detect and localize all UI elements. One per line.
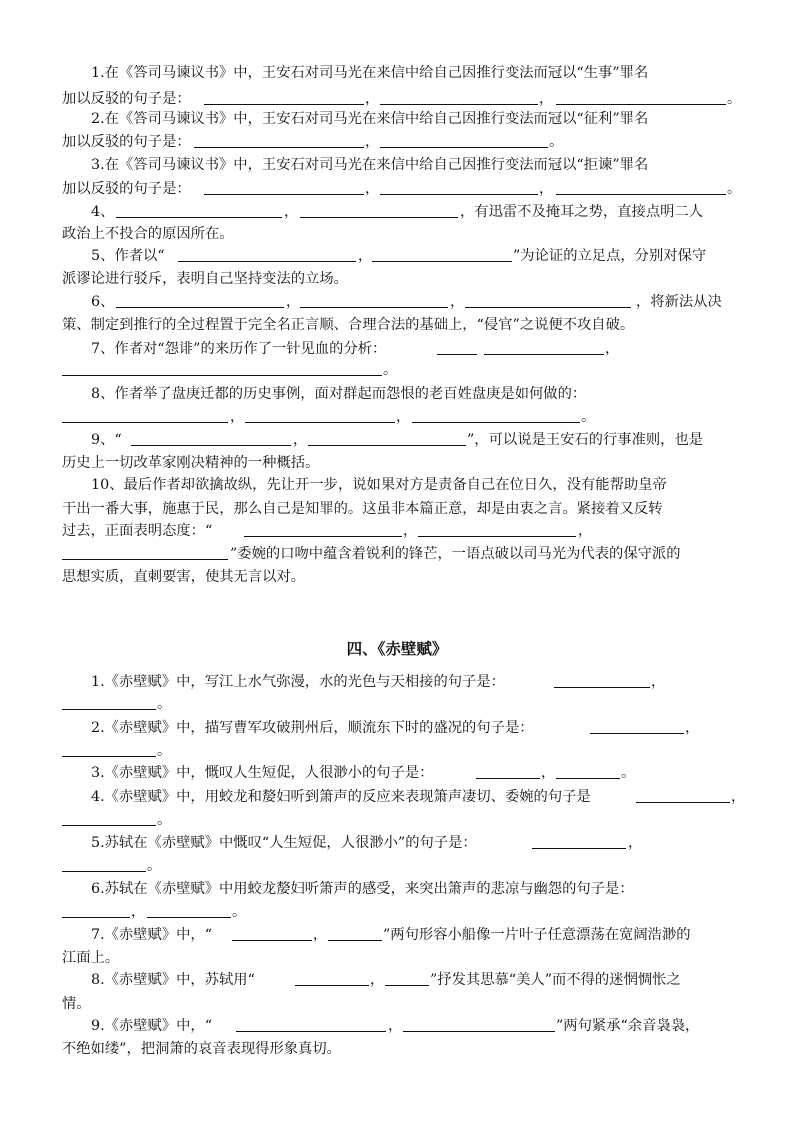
question-text: ”委婉的口吻中蕴含着锐利的锋芒，一语点破以司马光为代表的保守派的 bbox=[230, 546, 681, 562]
answer-blank[interactable] bbox=[204, 194, 364, 195]
answer-blank[interactable] bbox=[556, 194, 726, 195]
separator: ， bbox=[731, 789, 746, 805]
separator: ， bbox=[365, 181, 380, 197]
question-text: 5、作者以“ bbox=[91, 248, 165, 264]
question-text: ”两句紧承“余音袅袅， bbox=[556, 1018, 700, 1034]
answer-blank[interactable] bbox=[62, 871, 146, 872]
question-text: 9.《赤壁赋》中，“ bbox=[91, 1018, 213, 1034]
separator: ， bbox=[286, 294, 301, 310]
answer-blank[interactable] bbox=[116, 307, 284, 308]
answer-blank[interactable] bbox=[62, 756, 156, 757]
answer-blank[interactable] bbox=[484, 354, 604, 355]
separator: 。 bbox=[621, 765, 636, 781]
separator: ， bbox=[605, 341, 620, 357]
answer-blank[interactable] bbox=[116, 217, 282, 218]
separator: ， bbox=[539, 91, 554, 107]
separator: ， bbox=[358, 248, 373, 264]
question-text: ”，可以说是王安石的行事准则，也是 bbox=[467, 432, 704, 448]
separator: 。 bbox=[232, 904, 247, 920]
separator: ， bbox=[293, 432, 308, 448]
separator: ， bbox=[230, 409, 245, 425]
answer-blank[interactable] bbox=[554, 687, 650, 688]
question-text: 5.苏轼在《赤壁赋》中慨叹“人生短促，人很渺小”的句子是： bbox=[91, 835, 477, 851]
question-text: 9、“ bbox=[91, 432, 122, 448]
separator: ， bbox=[450, 294, 465, 310]
question-text: 政治上不投合的原因所在。 bbox=[62, 226, 234, 242]
answer-blank[interactable] bbox=[532, 848, 626, 849]
answer-blank[interactable] bbox=[437, 354, 477, 355]
section-title: 四、《赤壁赋》 bbox=[346, 639, 448, 658]
answer-blank[interactable] bbox=[380, 194, 538, 195]
answer-blank[interactable] bbox=[62, 825, 156, 826]
separator: ， bbox=[578, 523, 593, 539]
answer-blank[interactable] bbox=[412, 422, 580, 423]
question-text: 江面上。 bbox=[62, 950, 120, 966]
answer-blank[interactable] bbox=[178, 261, 356, 262]
answer-blank[interactable] bbox=[372, 261, 512, 262]
question-text: 1.《赤壁赋》中，写江上水气弥漫，水的光色与天相接的句子是： bbox=[91, 674, 505, 690]
answer-blank[interactable] bbox=[62, 559, 228, 560]
question-text: ”两句形容小船像一片叶子任意漂荡在宽阔浩渺的 bbox=[383, 927, 691, 943]
separator: ， bbox=[365, 91, 380, 107]
question-text: 2.在《答司马谏议书》中，王安石对司马光在来信中给自己因推行变法而冠以“征利”罪名 bbox=[91, 111, 649, 127]
separator: ， bbox=[651, 674, 666, 690]
answer-blank[interactable] bbox=[194, 147, 364, 148]
answer-blank[interactable] bbox=[380, 104, 538, 105]
answer-prompt: 加以反驳的句子是： bbox=[62, 181, 191, 197]
question-text: 8、作者举了盘庚迁都的历史事例，面对群起而怨恨的老百姓盘庚是如何做的： bbox=[91, 386, 587, 402]
question-number: 4、 bbox=[91, 204, 115, 220]
question-text: ”抒发其思慕“美人”而不得的迷惘惆怅之 bbox=[430, 972, 681, 988]
question-text: ，有迅雷不及掩耳之势，直接点明二人 bbox=[460, 204, 704, 220]
question-text: 2.《赤壁赋》中，描写曹军攻破荆州后，顺流东下时的盛况的句子是： bbox=[91, 720, 534, 736]
question-text: 7、作者对“怨诽”的来历作了一针见血的分析： bbox=[91, 341, 387, 357]
answer-blank[interactable] bbox=[62, 375, 382, 376]
answer-blank[interactable] bbox=[476, 778, 540, 779]
answer-prompt: 加以反驳的句子是： bbox=[62, 134, 191, 150]
question-text: 派谬论进行驳斥，表明自己坚持变法的立场。 bbox=[62, 271, 348, 287]
separator: ， bbox=[403, 523, 418, 539]
separator: ， bbox=[396, 409, 411, 425]
answer-blank[interactable] bbox=[385, 985, 429, 986]
separator: ， bbox=[284, 204, 299, 220]
answer-blank[interactable] bbox=[62, 422, 228, 423]
answer-blank[interactable] bbox=[62, 709, 156, 710]
answer-blank[interactable] bbox=[131, 445, 291, 446]
separator: ， bbox=[131, 904, 146, 920]
question-text: 10、最后作者却欲擒故纵，先让开一步，说如果对方是责备自己在位日久，没有能帮助皇帝 bbox=[91, 477, 667, 493]
question-text: 策、制定到推行的全过程置于完全名正言顺、合理合法的基础上，“侵官”之说便不攻自破。 bbox=[62, 317, 635, 333]
separator: 。 bbox=[727, 91, 742, 107]
answer-blank[interactable] bbox=[236, 1031, 386, 1032]
answer-prompt: 加以反驳的句子是： bbox=[62, 91, 191, 107]
answer-blank[interactable] bbox=[636, 802, 730, 803]
separator: ， bbox=[313, 927, 328, 943]
question-text: 情。 bbox=[62, 996, 91, 1012]
answer-blank[interactable] bbox=[62, 917, 130, 918]
separator: ， bbox=[370, 972, 385, 988]
separator: ， bbox=[541, 765, 556, 781]
separator: 。 bbox=[157, 812, 172, 828]
answer-blank[interactable] bbox=[328, 940, 382, 941]
separator: 。 bbox=[581, 409, 596, 425]
answer-blank[interactable] bbox=[556, 104, 726, 105]
answer-blank[interactable] bbox=[300, 217, 458, 218]
question-text: 思想实质，直刺要害，使其无言以对。 bbox=[62, 569, 306, 585]
separator: 。 bbox=[727, 181, 742, 197]
answer-blank[interactable] bbox=[295, 985, 369, 986]
question-text: 4.《赤壁赋》中，用蛟龙和嫠妇听到箫声的反应来表现箫声凄切、委婉的句子是 bbox=[91, 789, 591, 805]
answer-blank[interactable] bbox=[403, 1031, 555, 1032]
separator: 。 bbox=[157, 696, 172, 712]
question-text: ”为论证的立足点，分别对保守 bbox=[513, 248, 707, 264]
question-text: 过去，正面表明态度：“ bbox=[62, 523, 213, 539]
question-text: 7.《赤壁赋》中，“ bbox=[91, 927, 213, 943]
answer-blank[interactable] bbox=[244, 536, 402, 537]
question-text: 3.在《答司马谏议书》中，王安石对司马光在来信中给自己因推行变法而冠以“拒谏”罪名 bbox=[91, 157, 649, 173]
separator: ， bbox=[685, 720, 700, 736]
separator: 。 bbox=[157, 743, 172, 759]
answer-blank[interactable] bbox=[147, 917, 231, 918]
question-text: 不绝如缕”，把洞箫的哀音表现得形象真切。 bbox=[62, 1041, 341, 1057]
separator: ， bbox=[539, 181, 554, 197]
answer-blank[interactable] bbox=[232, 940, 312, 941]
answer-blank[interactable] bbox=[590, 733, 684, 734]
answer-blank[interactable] bbox=[245, 422, 395, 423]
answer-blank[interactable] bbox=[418, 536, 576, 537]
answer-blank[interactable] bbox=[465, 307, 631, 308]
question-text: ，将新法从决 bbox=[636, 294, 722, 310]
separator: 。 bbox=[147, 858, 162, 874]
separator: 。 bbox=[549, 134, 564, 150]
separator: ， bbox=[628, 835, 643, 851]
separator: ， bbox=[365, 134, 380, 150]
question-text: 1.在《答司马谏议书》中，王安石对司马光在来信中给自己因推行变法而冠以“生事”罪名 bbox=[91, 65, 649, 81]
answer-blank[interactable] bbox=[556, 778, 620, 779]
answer-blank[interactable] bbox=[300, 307, 448, 308]
question-text: 6.苏轼在《赤壁赋》中用蛟龙嫠妇听箫声的感受，来突出箫声的悲凉与幽怨的句子是： bbox=[91, 881, 634, 897]
question-text: 干出一番大事，施惠于民，那么自己是知罪的。这虽非本篇正意，却是由衷之言。紧接着又反转 bbox=[62, 501, 663, 517]
answer-blank[interactable] bbox=[308, 445, 466, 446]
separator: ， bbox=[388, 1018, 403, 1034]
question-number: 6、 bbox=[91, 294, 115, 310]
separator: 。 bbox=[383, 362, 398, 378]
answer-blank[interactable] bbox=[204, 104, 364, 105]
question-text: 3.《赤壁赋》中，慨叹人生短促，人很渺小的句子是： bbox=[91, 765, 434, 781]
answer-blank[interactable] bbox=[380, 147, 548, 148]
question-text: 8.《赤壁赋》中，苏轼用“ bbox=[91, 972, 255, 988]
question-text: 历史上一切改革家刚决精神的一种概括。 bbox=[62, 455, 320, 471]
